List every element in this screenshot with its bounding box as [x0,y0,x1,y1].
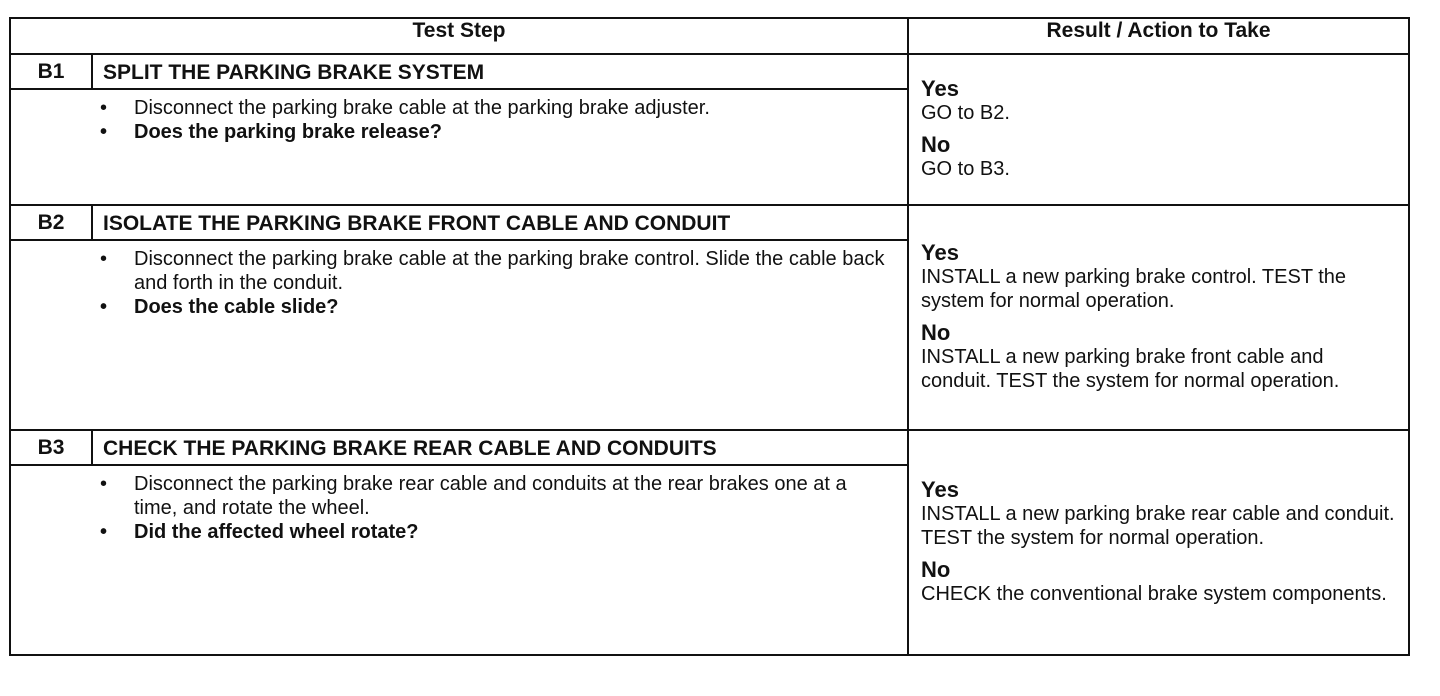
table-header-row [10,18,1409,54]
yes-action: GO to B2. [921,101,1010,124]
step-title-row [10,205,1409,240]
action-list [92,241,907,327]
step-actions [92,240,908,430]
yes-action: INSTALL a new parking brake control. TEST the system for normal operation. [921,265,1347,312]
step-title-row [10,54,1409,89]
no-action: INSTALL a new parking brake front cable and conduit. TEST the system for normal operation. [921,345,1340,392]
question-item: • Does the cable slide? [100,296,339,318]
step-title: SPLIT THE PARKING BRAKE SYSTEM [92,54,908,89]
no-result [921,133,1398,181]
bullet-icon: • [100,521,108,543]
step-id-spacer [10,240,92,430]
bullet-icon: • [100,97,108,119]
step-id: B2 [10,205,92,240]
yes-label: Yes [921,239,959,265]
no-action: CHECK the conventional brake system components. [921,582,1387,605]
bullet-icon: • [100,121,108,143]
yes-result [921,478,1398,550]
step-title: ISOLATE THE PARKING BRAKE FRONT CABLE AND CONDUIT [92,205,908,240]
action-item: • Disconnect the parking brake rear cable and conduits at the rear brakes one at a time, and rotate the wheel. [100,473,847,519]
yes-label: Yes [921,476,959,502]
action-item: • Disconnect the parking brake cable at the parking brake adjuster. [100,97,710,119]
result-cell [908,205,1409,430]
step-id-spacer [10,465,92,655]
step-title-row [10,430,1409,465]
no-label: No [921,319,951,345]
diagnostic-table [9,17,1410,656]
action-list [92,466,907,552]
step-actions [92,89,908,205]
yes-action: INSTALL a new parking brake rear cable and conduit. TEST the system for normal operation. [921,502,1395,549]
test-step-header: Test Step [10,18,908,54]
step-id-spacer [10,89,92,205]
result-header: Result / Action to Take [908,18,1409,54]
no-result [921,558,1398,606]
step-id: B1 [10,54,92,89]
bullet-icon: • [100,296,108,318]
bullet-icon: • [100,473,108,495]
yes-label: Yes [921,75,959,101]
action-item: • Disconnect the parking brake cable at the parking brake control. Slide the cable back and forth in the conduit. [100,248,885,294]
yes-result [921,77,1398,125]
action-list [92,90,907,152]
step-id: B3 [10,430,92,465]
question-item: • Did the affected wheel rotate? [100,521,419,543]
result-cell [908,54,1409,205]
question-item: • Does the parking brake release? [100,121,442,143]
step-title: CHECK THE PARKING BRAKE REAR CABLE AND CONDUITS [92,430,908,465]
no-result [921,321,1398,393]
no-label: No [921,131,951,157]
step-actions [92,465,908,655]
yes-result [921,241,1398,313]
bullet-icon: • [100,248,108,270]
result-cell [908,430,1409,655]
no-action: GO to B3. [921,157,1010,180]
no-label: No [921,556,951,582]
